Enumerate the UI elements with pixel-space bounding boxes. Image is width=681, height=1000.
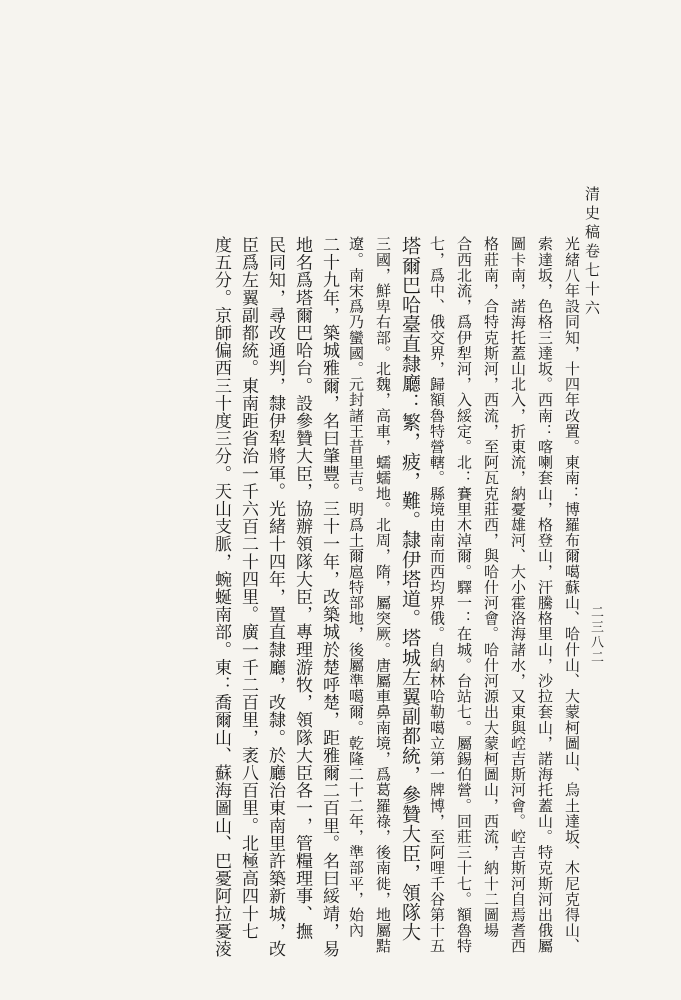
text-column: 地名爲塔爾巴哈台。設參贊大臣，協辦領隊大臣，專理游牧，領隊大臣各一，管糧理事、撫 — [292, 236, 312, 940]
text-column: 索達坂，色格三達坂。西南：喀喇套山，格登山，汗騰格里山，沙拉套山，諾海托蓋山。特克斯河出俄屬 — [536, 236, 554, 954]
book-title: 清史稿卷七十六 — [583, 186, 601, 319]
text-column: 三國，鮮卑右部。北魏，高車，蠕蠕地。北周，隋，屬突厥。唐屬車鼻南境，爲葛羅祿，後南徙，地屬黠 — [374, 236, 392, 954]
text-column: 塔爾巴哈臺直隸廳：繁，疲，難。隸伊塔道。塔城左翼副都統，參贊大臣，領隊大 — [399, 236, 421, 942]
text-column: 度五分。京師偏西三十度三分。天山支脈，蜿蜒南部。東：喬爾山、蘇海圖山、巴憂阿拉憂淩 — [211, 236, 231, 958]
text-column: 圖卡南，諾海托蓋山北入，折東流，納憂雄河、大小霍洛海諸水，又東與崆吉斯河會。崆吉斯河自焉耆西 — [509, 236, 527, 954]
page-number: 二三八二 — [588, 605, 603, 665]
text-column: 二十九年，築城雅爾，名曰肇豐。三十一年，改築城於楚呼楚，距雅爾二百里。名曰綏靖，易 — [319, 236, 339, 958]
text-column: 格莊南，合特克斯河，西流，至阿瓦克莊西，與哈什河會。哈什河源出大蒙柯圖山，西流，納十二圖場 — [482, 236, 500, 938]
vertical-text-body — [65, 236, 585, 961]
text-column: 七，爲中、俄交界，歸額魯特營轄。縣境由南而西均界俄。自納林哈勒噶立第一牌博，至阿哩千谷第十五 — [428, 236, 446, 954]
text-column: 民同知，尋改通判，隸伊犁將軍。光緒十四年，置直隸廳，改隸。於廳治東南里許築新城，改 — [265, 236, 285, 958]
text-column: 合西北流，爲伊犁河，入綏定。北：賽里木淖爾。驛一：在城。台站七。屬錫伯營。回莊三十七。額魯特 — [455, 236, 473, 954]
text-column: 遼。南宋爲乃蠻國。元封諸王昔里吉。明爲土爾扈特部地，後屬準噶爾。乾隆二十二年，準部平，始內 — [347, 236, 365, 938]
text-column: 光緒八年設同知，十四年改置。東南：博羅布爾噶蘇山、哈什山、大蒙柯圖山、烏土達坂、木尼克得山、 — [563, 236, 581, 954]
text-column: 臣爲左翼副都統。東南距省治一千六百二十四里。廣一千二百里，袤八百里。北極高四十七 — [238, 236, 258, 940]
